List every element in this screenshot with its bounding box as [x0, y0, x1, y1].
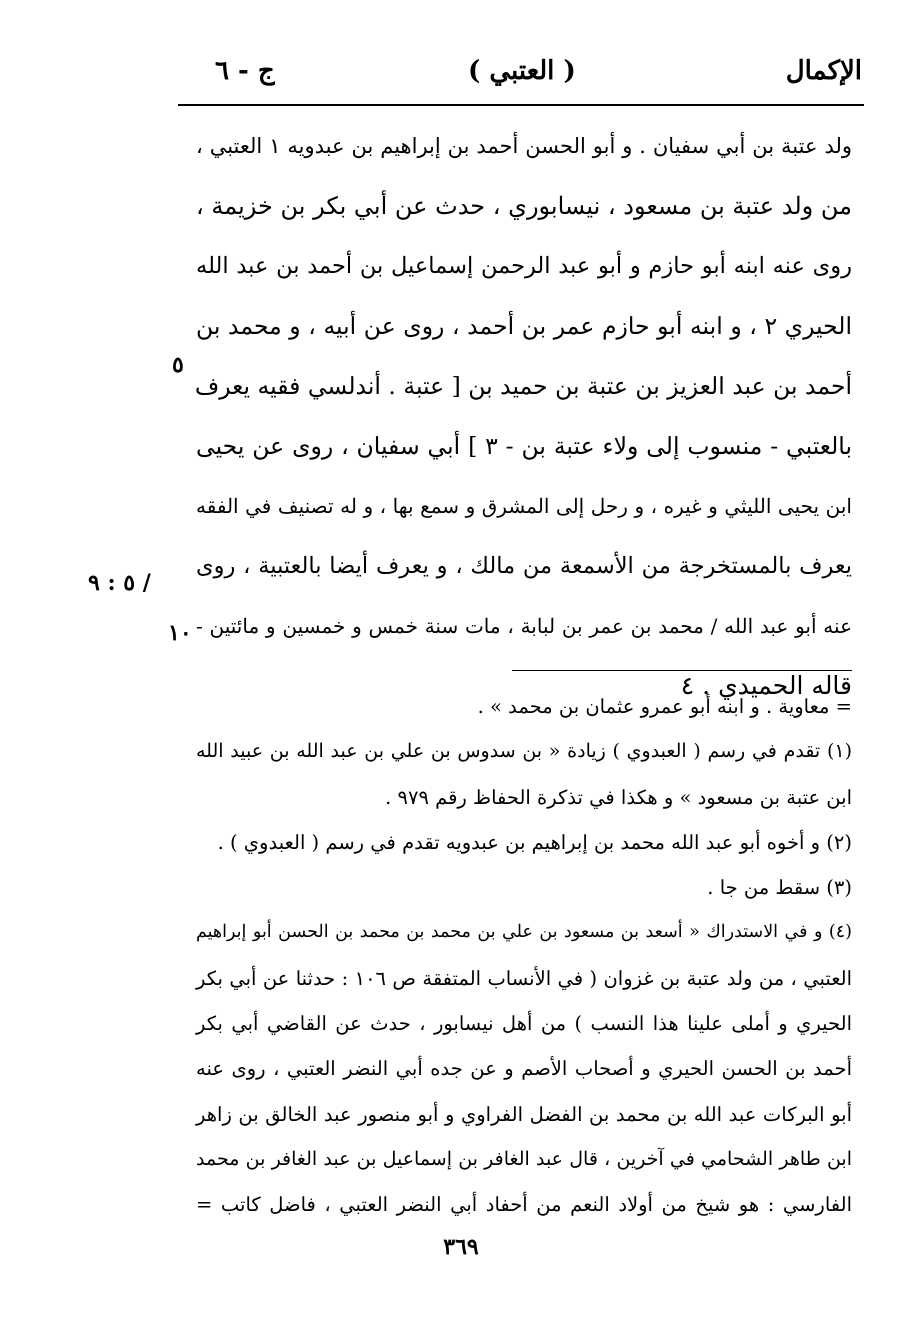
footnote-line: ابن طاهر الشحامي في آخرين ، قال عبد الغافر بن إسماعيل بن عبد الغافر بن محمد — [196, 1147, 852, 1170]
footnote-line: العتبي ، من ولد عتبة بن غزوان ( في الأنساب المتفقة ص ١٠٦ : حدثنا عن أبي بكر — [196, 966, 852, 990]
text-line: عنه أبو عبد الله / محمد بن عمر بن لبابة ، مات سنة خمس و خمسين و مائتين - — [196, 614, 852, 638]
text-line: يعرف بالمستخرجة من الأسمعة من مالك ، و يعرف أيضا بالعتبية ، روى — [196, 553, 852, 579]
text-line: روى عنه ابنه أبو حازم و أبو عبد الرحمن إسماعيل بن أحمد بن عبد الله — [196, 253, 852, 279]
footnote-line: (٤) و في الاستدراك « أسعد بن مسعود بن علي بن محمد بن محمد بن الحسن أبو إبراهيم — [196, 922, 852, 943]
line-number-5: ٥ — [172, 352, 184, 378]
footnote-line: الحيري و أملى علينا هذا النسب ) من أهل نيسابور ، حدث عن القاضي أبي بكر — [196, 1012, 852, 1036]
page-number: ٣٦٩ — [443, 1234, 479, 1260]
manuscript-ref: / ٥ : ٩ — [88, 570, 151, 596]
footnote-line: (١) تقدم في رسم ( العبدوي ) زيادة « بن سدوس بن علي بن عبد الله بن عبيد الله — [196, 740, 852, 763]
text-line: أحمد بن عبد العزيز بن عتبة بن حميد بن [ عتبة . أندلسي فقيه يعرف — [194, 372, 852, 400]
footnote-line: = معاوية . و ابنه أبو عمرو عثمان بن محمد » . — [477, 695, 852, 718]
text-line: من ولد عتبة بن مسعود ، نيسابوري ، حدث عن أبي بكر بن خزيمة ، — [196, 192, 852, 220]
text-line: قاله الحميدي . ٤ — [680, 671, 852, 700]
footnote-line: (٢) و أخوه أبو عبد الله محمد بن إبراهيم بن عبدويه تقدم في رسم ( العبدوي ) . — [217, 830, 852, 854]
line-number-10: ١٠ — [168, 620, 192, 646]
text-line: ولد عتبة بن أبي سفيان . و أبو الحسن أحمد بن إبراهيم بن عبدويه ١ العتبي ، — [196, 134, 853, 158]
footnotes — [196, 684, 852, 1228]
entry-heading: ( العتبي ) — [468, 56, 576, 86]
footnote-line: (٣) سقط من جا . — [707, 876, 852, 900]
book-title: الإكمال — [785, 56, 862, 86]
header-rule — [178, 104, 864, 106]
footnote-line: أبو البركات عبد الله بن محمد بن الفضل الفراوي و أبو منصور عبد الخالق بن زاهر — [196, 1102, 852, 1126]
footnote-line: أحمد بن الحسن الحيري و أصحاب الأصم و عن جده أبي النضر العتبي ، روى عنه — [196, 1057, 852, 1081]
main-text — [196, 116, 852, 716]
volume-label: ج - ٦ — [215, 56, 275, 86]
footnote-line: ابن عتبة بن مسعود » و هكذا في تذكرة الحفاظ رقم ٩٧٩ . — [385, 785, 852, 809]
footnote-line: الفارسي : هو شيخ من أولاد النعم من أحفاد أبي النضر العتبي ، فاضل كاتب = — [196, 1193, 852, 1217]
text-line: ابن يحيى الليثي و غيره ، و رحل إلى المشرق و سمع بها ، و له تصنيف في الفقه — [196, 494, 852, 518]
text-line: بالعتبي - منسوب إلى ولاء عتبة بن - ٣ ] أبي سفيان ، روى عن يحيى — [196, 432, 852, 460]
text-line: الحيري ٢ ، و ابنه أبو حازم عمر بن أحمد ، روى عن أبيه ، و محمد بن — [196, 312, 852, 340]
footnote-rule — [512, 670, 852, 671]
